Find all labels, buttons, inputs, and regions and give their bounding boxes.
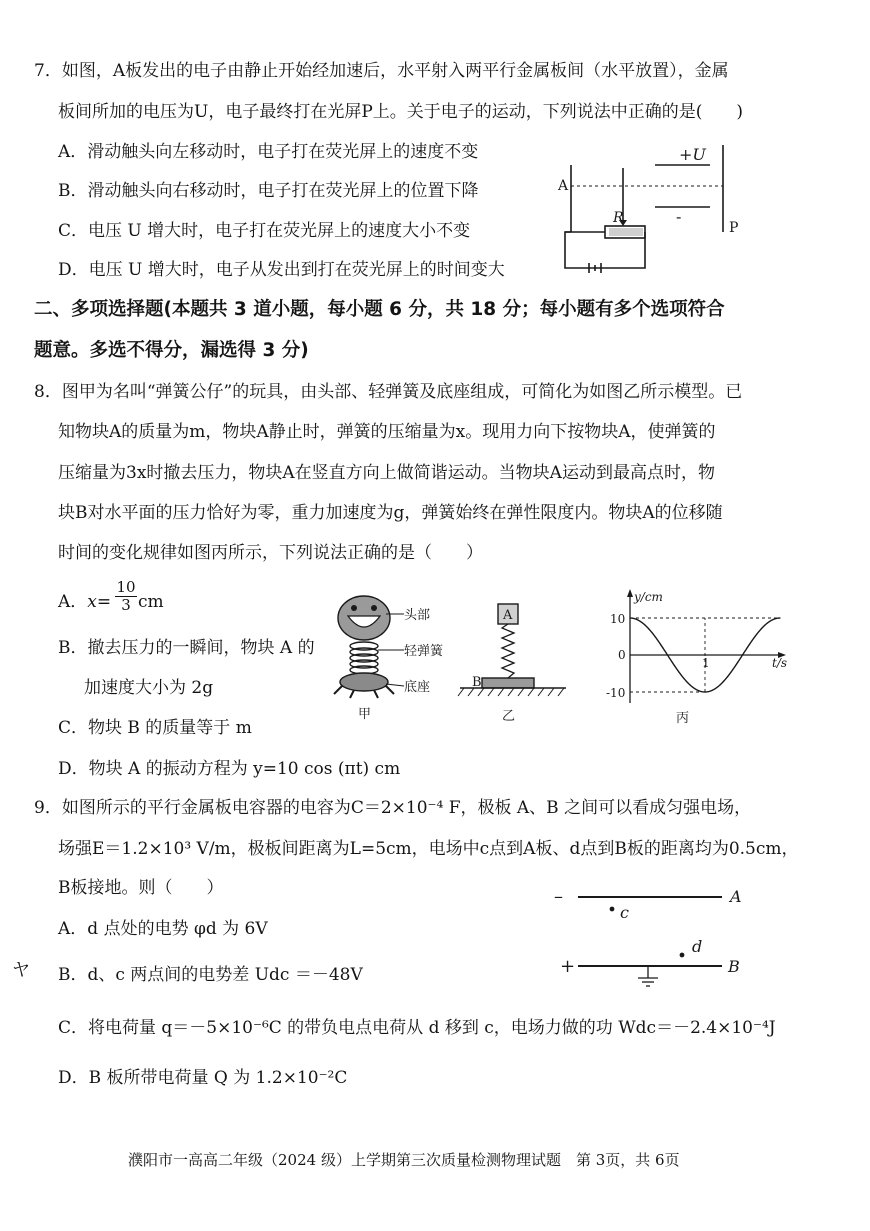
- q8-option-a-var: x: [87, 592, 97, 612]
- q8-fig-yi-block-a: A: [503, 608, 513, 623]
- q8-option-a-numerator: 10: [116, 578, 136, 596]
- q7-fig-minus: -: [676, 207, 682, 226]
- q8-stem-line2: 知物块A的质量为m，物块A静止时，弹簧的压缩量为x。现用力向下按物块A，使弹簧的: [58, 422, 716, 442]
- q9-fig-plus: +: [560, 956, 576, 977]
- q9-option-c[interactable]: C．将电荷量 q＝－5×10⁻⁶C 的带负电点电荷从 d 移到 c，电场力做的功 Wdc＝－2.4×10⁻⁴J: [58, 1018, 776, 1038]
- q8-option-a-eq: =: [96, 592, 112, 612]
- q8-fig-jia-spring-doll: [320, 590, 450, 730]
- q8-stem-line1: 8．图甲为名叫“弹簧公仔”的玩具，由头部、轻弹簧及底座组成，可简化为如图乙所示模型。已: [34, 382, 743, 402]
- chart-point: [648, 628, 649, 629]
- q9-option-a[interactable]: A．d 点处的电势 φd 为 6V: [58, 919, 268, 939]
- q8-fig-yi-model: [456, 600, 576, 730]
- q8-stem-line4: 块B对水平面的压力恰好为零，重力加速度为g，弹簧始终在弹性限度内。物块A的位移随: [58, 503, 723, 523]
- chart-xlabel: t/s: [772, 656, 788, 670]
- q8-fig-jia-head-label: 头部: [404, 608, 431, 623]
- margin-mark: ヤ: [12, 960, 30, 981]
- q7-option-d[interactable]: D．电压 U 增大时，电子从发出到打在荧光屏上的时间变大: [58, 260, 505, 280]
- chart-point: [686, 681, 687, 682]
- q7-fig-label-p: P: [729, 220, 739, 236]
- q8-fig-jia-spring-label: 轻弹簧: [404, 644, 444, 659]
- q8-option-b-line1[interactable]: B．撤去压力的一瞬间，物块 A 的: [58, 638, 315, 658]
- q7-fig-label-r: R: [613, 210, 624, 226]
- q8-stem-line3: 压缩量为3x时撤去压力，物块A在竖直方向上做简谐运动。当物块A运动到最高点时，物: [58, 463, 715, 483]
- q9-option-b[interactable]: B．d、c 两点间的电势差 Udc ＝－48V: [58, 965, 363, 985]
- q9-stem-line1: 9．如图所示的平行金属板电容器的电容为C＝2×10⁻⁴ F，极板 A、B 之间可以看成匀强电场，: [34, 798, 752, 818]
- chart-tick-top: 10: [610, 612, 626, 626]
- q8-option-a-prefix: A．: [58, 592, 88, 612]
- q9-stem-line3: B板接地。则（ ）: [58, 878, 224, 898]
- chart-point: [667, 654, 668, 655]
- q7-option-a[interactable]: A．滑动触头向左移动时，电子打在荧光屏上的速度不变: [58, 142, 479, 162]
- q9-option-d[interactable]: D．B 板所带电荷量 Q 为 1.2×10⁻²C: [58, 1068, 348, 1088]
- q9-fig-plate-b: B: [728, 957, 740, 976]
- q7-option-b[interactable]: B．滑动触头向右移动时，电子打在荧光屏上的位置下降: [58, 181, 479, 201]
- chart-point: [742, 654, 743, 655]
- q7-fig-plus-u: +U: [679, 145, 706, 164]
- chart-point: [723, 681, 724, 682]
- chart-point: [761, 628, 762, 629]
- q7-option-c[interactable]: C．电压 U 增大时，电子打在荧光屏上的速度大小不变: [58, 221, 471, 241]
- q8-fig-yi-block-b: B: [472, 675, 482, 690]
- q7-fig-label-a: A: [558, 178, 569, 194]
- q8-option-c[interactable]: C．物块 B 的质量等于 m: [58, 718, 252, 738]
- chart-point: [779, 617, 780, 618]
- q9-fig-point-d: d: [692, 937, 703, 956]
- q7-stem-line1: 7．如图，A板发出的电子由静止开始经加速后，水平射入两平行金属板间（水平放置），金属: [34, 61, 729, 81]
- section2-heading-line1: 二、多项选择题(本题共 3 道小题，每小题 6 分，共 18 分；每小题有多个选项符合: [34, 299, 725, 320]
- q8-option-b-line2: 加速度大小为 2g: [84, 678, 214, 698]
- page-footer: 濮阳市一高高二年级（2024 级）上学期第三次质量检测物理试题 第 3页，共 6页: [128, 1151, 680, 1169]
- q8-fig-bing-chart: [600, 585, 800, 730]
- q8-option-a[interactable]: [58, 591, 111, 613]
- q9-stem-line2: 场强E＝1.2×10³ V/m，极板间距离为L=5cm，电场中c点到A板、d点到B板的距离均为0.5cm，: [58, 839, 799, 859]
- q8-option-d[interactable]: D．物块 A 的振动方程为 y=10 cos (πt) cm: [58, 759, 401, 779]
- q8-option-a-fraction: [115, 579, 137, 614]
- q9-fig-plate-a: A: [730, 887, 742, 906]
- q8-option-a-denominator: 3: [121, 596, 131, 614]
- q9-fig-point-c: c: [620, 903, 629, 922]
- section2-heading-line2: 题意。多选不得分，漏选得 3 分): [34, 340, 309, 361]
- chart-tick-zero: 0: [618, 648, 626, 662]
- q8-fig-jia-base-label: 底座: [404, 680, 431, 695]
- chart-ylabel: y/cm: [634, 590, 663, 604]
- q9-fig-minus: –: [554, 886, 563, 907]
- q8-fig-jia-caption: 甲: [358, 707, 372, 722]
- q8-option-a-unit: cm: [138, 592, 164, 612]
- q8-fig-yi-caption: 乙: [502, 709, 516, 724]
- chart-tick-x: 1: [702, 656, 710, 670]
- chart-caption: 丙: [676, 711, 690, 726]
- chart-point: [704, 691, 705, 692]
- q7-stem-line2: 板间所加的电压为U，电子最终打在光屏P上。关于电子的运动，下列说法中正确的是( ): [58, 102, 744, 122]
- q8-stem-line5: 时间的变化规律如图丙所示，下列说法正确的是（ ）: [58, 543, 483, 563]
- chart-tick-bottom: -10: [606, 686, 626, 700]
- chart-point: [629, 617, 630, 618]
- q7-circuit-diagram: [555, 140, 755, 280]
- q9-capacitor-diagram: [550, 880, 760, 990]
